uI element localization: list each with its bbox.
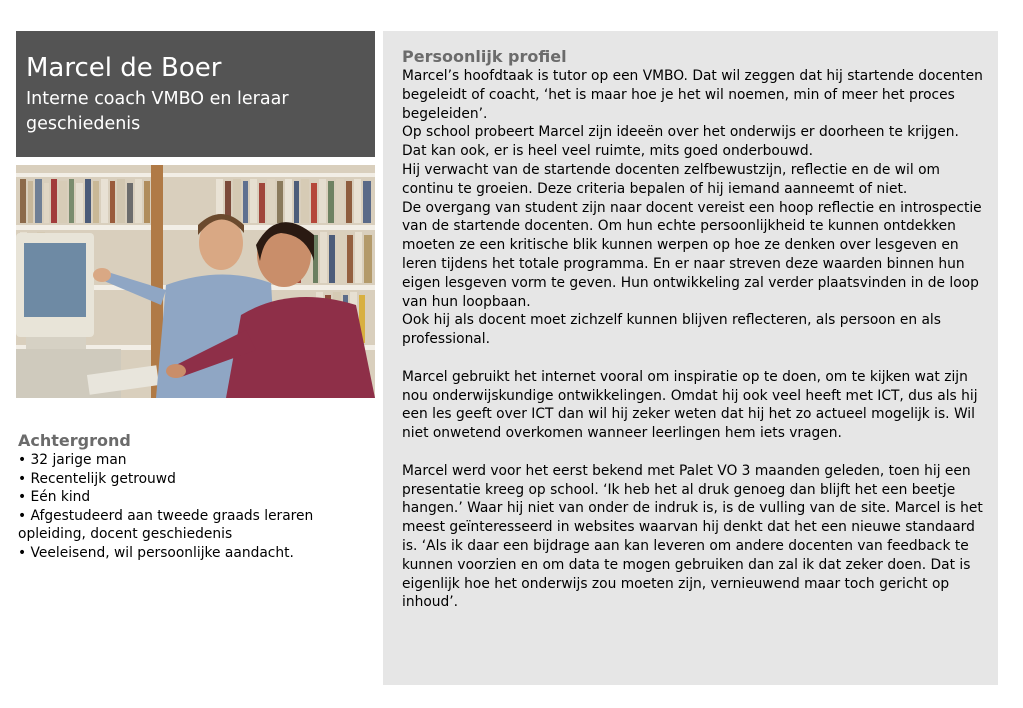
profile-paragraph: Hij verwacht van de startende docenten zelfbewustzijn, reflectie en de wil om continu te groeien. Deze criteria bepalen of hij iemand aanneemt of niet. [402, 161, 940, 197]
list-item: • 32 jarige man [18, 452, 127, 468]
list-item: • Afgestudeerd aan tweede graads leraren opleiding, docent geschiedenis [18, 507, 314, 543]
list-item: • Veeleisend, wil persoonlijke aandacht. [18, 544, 294, 561]
two-men-at-computer-photo [16, 165, 375, 398]
background-heading: Achtergrond [18, 431, 131, 450]
profile-paragraph: Op school probeert Marcel zijn ideeën over het onderwijs er doorheen te krijgen. Dat kan ook, er is heel veel ruimte, mits goed onderbouwd. [402, 124, 959, 160]
profile-paragraph: De overgang van student zijn naar docent vereist een hoop reflectie en introspectie van de startende docenten. Om hun echte persoonlijkheid te kunnen ontdekken moeten ze een kritische blik kunnen werpen op hoe ze denken over lesgeven en leren tijdens het totale programma. En er naar streven deze waarden binnen hun eigen lesgeven vorm te geven. Hun ontwikkeling zal verder plaatsvinden in de loop van hun loopbaan. [402, 199, 982, 310]
list-item: • Recentelijk getrouwd [18, 470, 176, 487]
persona-photo [16, 165, 375, 398]
profile-paragraph: Marcel’s hoofdtaak is tutor op een VMBO. Dat wil zeggen dat hij startende docenten begeleidt of coacht, ‘het is maar hoe je het wil noemen, min of meer het proces begeleiden’. [402, 68, 983, 122]
profile-panel [383, 31, 998, 685]
profile-heading: Persoonlijk profiel [402, 47, 567, 66]
persona-role: Interne coach VMBO en leraar geschiedenis [26, 89, 289, 134]
background-section [18, 430, 348, 563]
profile-text [402, 67, 984, 612]
profile-paragraph: Ook hij als docent moet zichzelf kunnen blijven reflecteren, als persoon en als professional. [402, 312, 941, 348]
paragraph-spacer [402, 349, 984, 368]
paragraph-spacer [402, 443, 984, 462]
background-list [18, 451, 348, 563]
persona-name: Marcel de Boer [26, 53, 222, 83]
profile-paragraph: Marcel gebruikt het internet vooral om inspiratie op te doen, om te kijken wat zijn nou onderwijskundige ontwikkelingen. Omdat hij ook veel heeft met ICT, dus als hij een les geeft over ICT dan wil hij zeker weten dat hij het zo actueel mogelijk is. Wil niet onwetend overkomen wanneer leerlingen hem iets vragen. [402, 368, 978, 442]
persona-header [16, 31, 375, 157]
list-item: • Eén kind [18, 489, 91, 506]
profile-paragraph: Marcel werd voor het eerst bekend met Palet VO 3 maanden geleden, toen hij een presentatie kreeg op school. ‘Ik heb het al druk genoeg dan blijft het een beetje hangen.’ Waar hij niet van onder de indruk is, is de vulling van de site. Marcel is het meest geïnteresseerd in websites waarvan hij denkt dat het een nieuwe standaard is. ‘Als ik daar een bijdrage aan kan leveren om andere docenten van feedback te kunnen voorzien en om data te mogen gebruiken dan zal ik dat zeker doen. Dat is eigenlijk hoe het onderwijs zou moeten zijn, vernieuwend maar toch gericht op inhoud’. [402, 462, 983, 611]
